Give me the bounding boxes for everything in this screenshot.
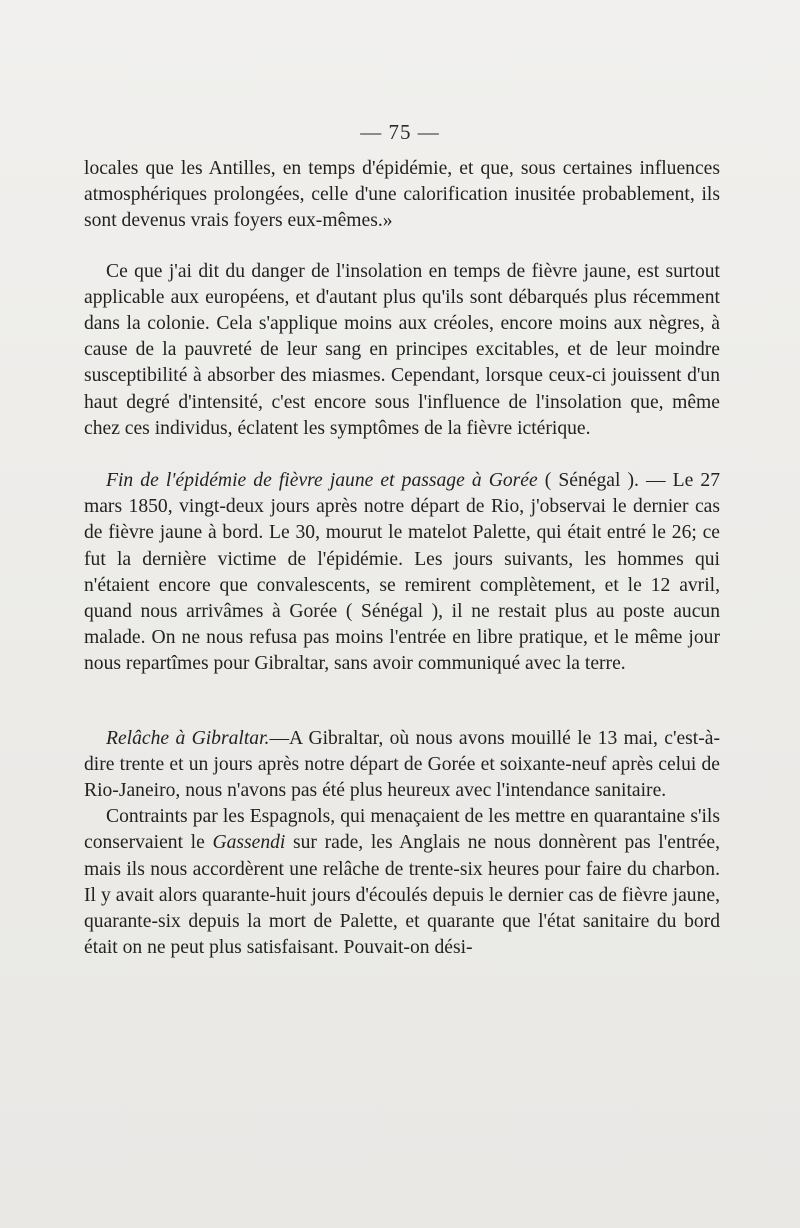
paragraph-quarantine <box>84 804 720 961</box>
paragraph-gibraltar-body: —A Gibraltar, où nous avons mouillé le 13 mai, c'est-à-dire trente et un jours après notre départ de Gorée et soixante-neuf après celui de Rio-Janeiro, nous n'avons pas été plus heureux avec l'intendance sanitaire. <box>84 727 720 802</box>
paragraph-quarantine-start: Contraints par les Espagnols, qui menaçaient de les mettre en quarantaine s'ils conservaient le <box>84 806 720 854</box>
paragraph-continuation: locales que les Antilles, en temps d'épidémie, et que, sous certaines influences atmosphériques prolongées, celle d'une calorification inusitée probablement, ils sont devenus vrais foyers eux-mêmes.» <box>84 158 720 232</box>
section-heading-goree: Fin de l'épidémie de fièvre jaune et passage à Gorée <box>106 470 538 492</box>
paragraph-insolation: Ce que j'ai dit du danger de l'insolation en temps de fièvre jaune, est surtout applicable aux européens, et d'autant plus qu'ils sont débarqués plus récemment dans la colonie. Cela s'applique moins aux créoles, encore moins aux nègres, à cause de la pauvreté de leur sang en principes excitables, et de leur moindre susceptibilité à absorber des miasmes. Cependant, lorsque ceux-ci jouissent d'un haut degré d'intensité, c'est encore sous l'influence de l'insolation que, même chez ces individus, éclatent les symptômes de la fièvre ictérique. <box>84 260 720 439</box>
ship-name: Gassendi <box>212 832 286 854</box>
paragraph-gibraltar <box>84 726 720 805</box>
paragraph-goree-body: ( Sénégal ). — Le 27 mars 1850, vingt-deux jours après notre départ de Rio, j'observai le dernier cas de fièvre jaune à bord. Le 30, mourut le matelot Palette, qui était entré le 26; ce fut la dernière victime de l'épidémie. Les jours suivants, les hommes qui n'étaient encore que convalescents, se remirent complètement, et le 12 avril, quand nous arrivâmes à Gorée ( Sénégal ), il ne restait plus au poste aucun malade. On ne nous refusa pas moins l'entrée en libre pratique, et le même jour nous repartîmes pour Gibraltar, sans avoir communiqué avec la terre. <box>84 470 720 675</box>
paragraph-end-of-epidemic <box>84 468 720 678</box>
section-heading-gibraltar: Relâche à Gibraltar. <box>106 727 270 749</box>
page-number: — 75 — <box>360 120 440 144</box>
paragraph-quarantine-end: sur rade, les Anglais ne nous donnèrent pas l'entrée, mais ils nous accordèrent une relâche de trente-six heures pour faire du charbon. Il y avait alors quarante-huit jours d'écoulés depuis le dernier cas de fièvre jaune, quarante-six depuis la mort de Palette, et quarante que l'état sanitaire du bord était on ne peut plus satisfaisant. Pouvait-on dési- <box>84 832 720 959</box>
body-text <box>84 156 720 961</box>
